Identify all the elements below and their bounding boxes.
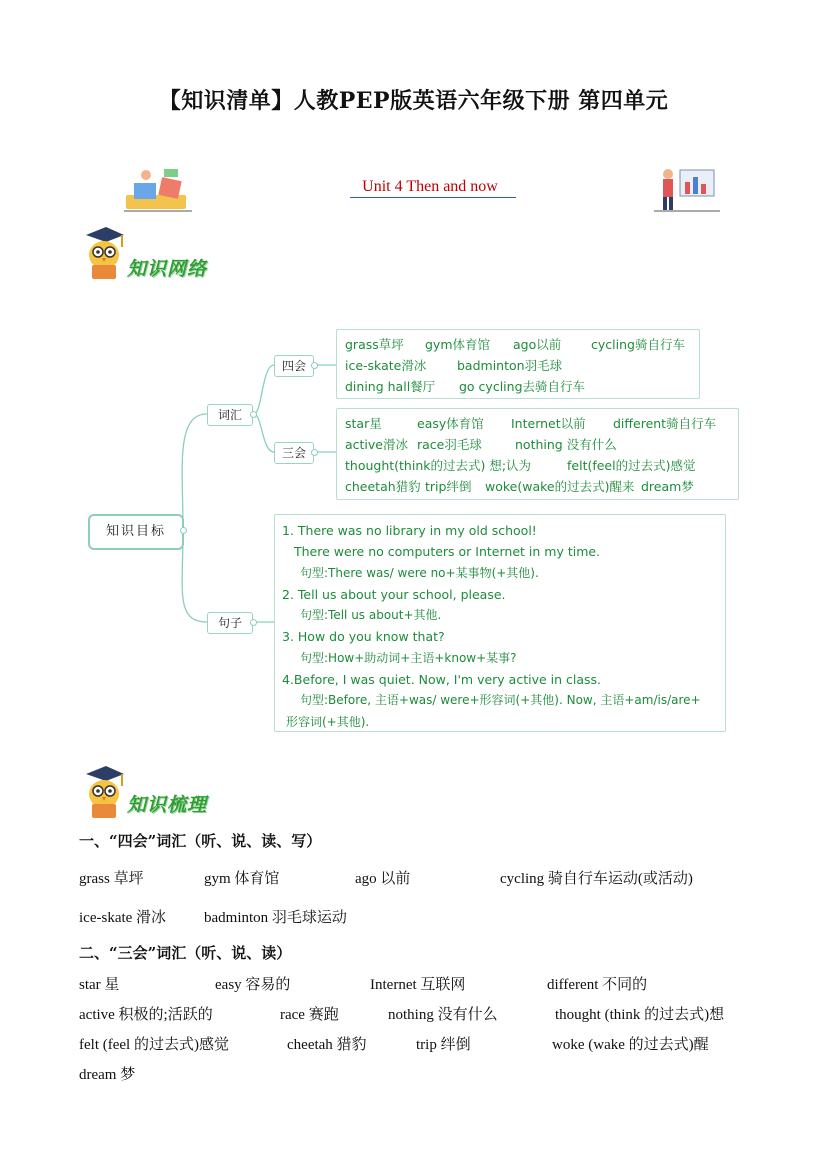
sentence-line-5: 4.Before, I was quiet. Now, I'm very active in class. <box>282 672 602 688</box>
word-star: star星 <box>345 416 382 431</box>
p2-cheetah: cheetah 猎豹 <box>287 1037 367 1053</box>
p1-cycling: cycling 骑自行车运动(或活动) <box>500 871 693 887</box>
mindmap-three-node: 三会 <box>274 442 314 464</box>
word-dream: dream梦 <box>641 479 694 494</box>
word-different: different骑自行车 <box>613 416 717 431</box>
mindmap-three-dot <box>311 449 318 456</box>
word-dining-hall: dining hall餐厅 <box>345 379 436 394</box>
four-line-3 <box>345 376 691 397</box>
mindmap-vocab-dot <box>250 411 257 418</box>
four-line-2 <box>345 355 691 376</box>
word-woke: woke(wake的过去式)醒来 <box>485 479 635 494</box>
word-cheetah: cheetah猎豹 <box>345 479 421 494</box>
sentence-pattern-1: 句型:There was/ were no+某事物(+其他). <box>300 565 539 580</box>
word-ago: ago以前 <box>513 337 562 352</box>
mindmap-four-node: 四会 <box>274 355 314 377</box>
sentence-line-4: 3. How do you know that? <box>282 629 445 645</box>
mindmap-root-node: 知识目标 <box>88 514 184 550</box>
sentence-pattern-4-cont: 形容词(+其他). <box>286 714 370 729</box>
p2-nothing: nothing 没有什么 <box>388 1007 498 1023</box>
part2-row-1 <box>0 973 827 993</box>
three-line-3 <box>345 455 730 476</box>
p2-race: race 赛跑 <box>280 1007 339 1023</box>
word-gym: gym体育馆 <box>425 337 491 352</box>
p2-different: different 不同的 <box>547 977 648 993</box>
section-label-network: 知识网络 <box>127 258 208 280</box>
mindmap-four-dot <box>311 362 318 369</box>
sentence-pattern-4: 句型:Before, 主语+was/ were+形容词(+其他). Now, 主语+am/is/are+ <box>300 693 701 708</box>
part2-row-3 <box>0 1033 827 1053</box>
p1-badminton: badminton 羽毛球运动 <box>204 910 347 926</box>
word-race: race羽毛球 <box>417 437 482 452</box>
part2-row-2 <box>0 1003 827 1023</box>
sentence-line-1: 1. There was no library in my old school! <box>282 523 537 538</box>
owl-mascot-icon-2 <box>78 764 128 820</box>
p1-ice-skate: ice-skate 滑冰 <box>79 910 167 926</box>
mindmap-sentences-node: 句子 <box>207 612 253 634</box>
mindmap-sentences-dot <box>250 619 257 626</box>
p2-active: active 积极的;活跃的 <box>79 1007 213 1023</box>
word-active: active滑冰 <box>345 437 408 452</box>
p2-dream: dream 梦 <box>79 1067 136 1083</box>
p1-grass: grass 草坪 <box>79 871 144 887</box>
p2-felt: felt (feel 的过去式)感觉 <box>79 1037 229 1053</box>
p2-trip: trip 绊倒 <box>416 1037 471 1053</box>
word-cycling: cycling骑自行车 <box>591 337 685 352</box>
word-trip: trip绊倒 <box>425 479 472 494</box>
mindmap-sentences-box <box>274 514 726 732</box>
word-felt: felt(feel的过去式)感觉 <box>567 458 696 473</box>
p2-star: star 星 <box>79 977 120 993</box>
three-line-1 <box>345 413 730 434</box>
word-easy: easy体育馆 <box>417 416 484 431</box>
sentence-line-3: 2. Tell us about your school, please. <box>282 586 506 602</box>
word-go-cycling: go cycling去骑自行车 <box>459 379 586 394</box>
section-label-review: 知识梳理 <box>127 794 208 816</box>
mindmap-vocab-node: 词汇 <box>207 404 253 426</box>
unit-title: Unit 4 Then and now <box>362 178 498 195</box>
word-ice-skate: ice-skate滑冰 <box>345 358 427 373</box>
three-line-2 <box>345 434 730 455</box>
mindmap-three-box <box>336 408 739 500</box>
sentence-pattern-3: 句型:How+助动词+主语+know+某事? <box>300 650 517 665</box>
document-title: 【知识清单】人教PEP版英语六年级下册 第四单元 <box>158 88 669 114</box>
p2-internet: Internet 互联网 <box>370 977 466 993</box>
word-badminton: badminton羽毛球 <box>457 358 563 373</box>
sentence-line-2: There were no computers or Internet in my time. <box>294 544 601 560</box>
word-thought: thought(think的过去式) 想;认为 <box>345 458 532 473</box>
p1-gym: gym 体育馆 <box>204 871 280 887</box>
part2-heading: 二、“三会”词汇（听、说、读） <box>79 944 292 962</box>
part1-row-2 <box>0 906 827 926</box>
p2-easy: easy 容易的 <box>215 977 291 993</box>
word-nothing: nothing 没有什么 <box>515 437 617 452</box>
part1-heading: 一、“四会”词汇（听、说、读、写） <box>79 832 322 850</box>
word-grass: grass草坪 <box>345 337 404 352</box>
three-line-4 <box>345 476 730 497</box>
mindmap-four-box <box>336 329 700 399</box>
p1-ago: ago 以前 <box>355 871 411 887</box>
sentence-pattern-2: 句型:Tell us about+其他. <box>300 608 442 623</box>
four-line-1 <box>345 334 691 355</box>
word-internet: Internet以前 <box>511 416 586 431</box>
mindmap-root-dot <box>180 527 187 534</box>
part1-row-1 <box>0 867 827 887</box>
part2-row-4 <box>0 1063 827 1083</box>
p2-woke: woke (wake 的过去式)醒 <box>552 1037 709 1053</box>
p2-thought: thought (think 的过去式)想 <box>555 1007 725 1023</box>
